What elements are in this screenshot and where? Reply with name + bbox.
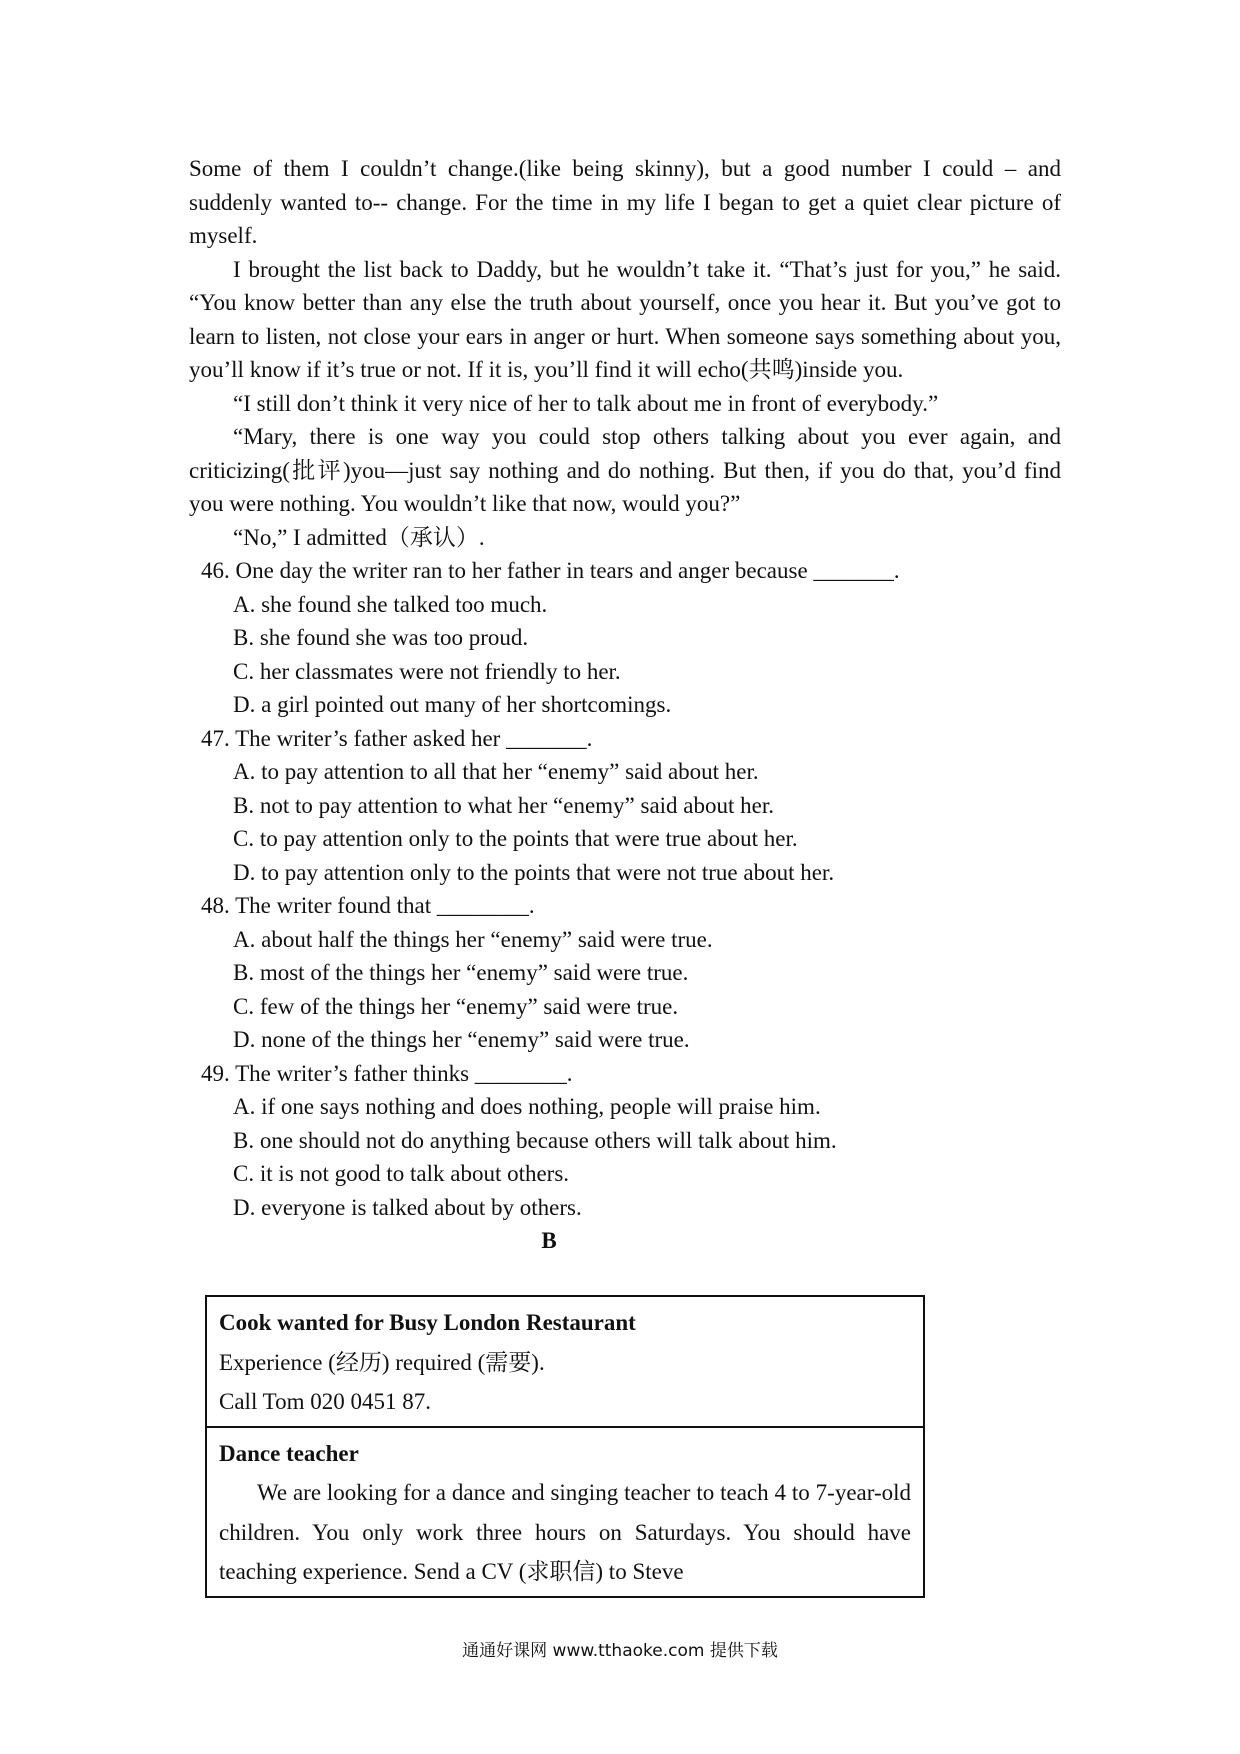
question-stem: 47. The writer’s father asked her _______.	[201, 725, 593, 751]
passage-paragraph-2: I brought the list back to Daddy, but he wouldn’t take it. “That’s just for you,” he said. “You know better than any else the truth about yourself, once you hear it. But you’ve got to learn to listen, not close your ears in anger or hurt. When someone says something about you, you’ll know if it’s true or not. If it is, you’ll find it will echo(共鸣)inside you.	[189, 256, 1061, 382]
question-48	[189, 889, 1061, 1057]
option-a: A. about half the things her “enemy” said were true.	[233, 926, 713, 952]
option-b: B. not to pay attention to what her “enemy” said about her.	[233, 792, 774, 818]
option-a: A. if one says nothing and does nothing, people will praise him.	[233, 1094, 821, 1119]
ad-body: We are looking for a dance and singing teacher to teach 4 to 7-year-old children. You only work three hours on Saturdays. You should have teaching experience. Send a CV (求职信) to Steve	[219, 1480, 911, 1584]
option-a: A. she found she talked too much.	[233, 591, 548, 617]
option-c: C. it is not good to talk about others.	[233, 1161, 570, 1186]
option-d: D. everyone is talked about by others.	[233, 1194, 582, 1220]
section-b-label: B	[541, 1228, 557, 1253]
document-page	[189, 152, 1061, 1258]
question-46	[189, 554, 1061, 722]
ads-box	[205, 1295, 925, 1598]
question-stem: 48. The writer found that ________.	[201, 893, 535, 918]
option-b: B. most of the things her “enemy” said were true.	[233, 960, 689, 985]
passage-paragraph-4: “Mary, there is one way you could stop others talking about you ever again, and criticizing(批评)you—just say nothing and do nothing. But then, if you do that, you’d find you were nothing. You wouldn’t like that now, would you?”	[189, 424, 1061, 516]
option-c: C. her classmates were not friendly to her.	[233, 658, 621, 684]
option-c: C. few of the things her “enemy” said were true.	[233, 993, 679, 1019]
question-47	[189, 722, 1061, 890]
ad-line: Experience (经历) required (需要).	[219, 1349, 545, 1375]
option-a: A. to pay attention to all that her “enemy” said about her.	[233, 759, 759, 784]
option-b: B. one should not do anything because others will talk about him.	[233, 1127, 837, 1153]
ad-line: Call Tom 020 0451 87.	[219, 1389, 431, 1414]
option-d: D. to pay attention only to the points that were not true about her.	[233, 859, 835, 885]
option-b: B. she found she was too proud.	[233, 625, 529, 650]
passage-paragraph-3: “I still don’t think it very nice of her to talk about me in front of everybody.”	[233, 390, 939, 416]
ad-cook-wanted	[207, 1297, 923, 1426]
ad-title: Cook wanted for Busy London Restaurant	[219, 1310, 636, 1335]
option-d: D. a girl pointed out many of her shortcomings.	[233, 692, 672, 717]
option-c: C. to pay attention only to the points that were true about her.	[233, 826, 798, 851]
passage-paragraph-1: Some of them I couldn’t change.(like being skinny), but a good number I could – and suddenly wanted to-- change. For the time in my life I began to get a quiet clear picture of myself.	[189, 156, 1061, 248]
question-49	[189, 1057, 1061, 1225]
question-stem: 46. One day the writer ran to her father in tears and anger because _______.	[201, 558, 900, 583]
passage-paragraph-5: “No,” I admitted（承认）.	[233, 524, 485, 550]
footer-watermark: 通通好课网 www.tthaoke.com 提供下载	[462, 1641, 778, 1661]
option-d: D. none of the things her “enemy” said were true.	[233, 1027, 690, 1052]
question-stem: 49. The writer’s father thinks ________.	[201, 1060, 573, 1086]
ad-title: Dance teacher	[219, 1440, 359, 1466]
ad-dance-teacher	[207, 1426, 923, 1596]
